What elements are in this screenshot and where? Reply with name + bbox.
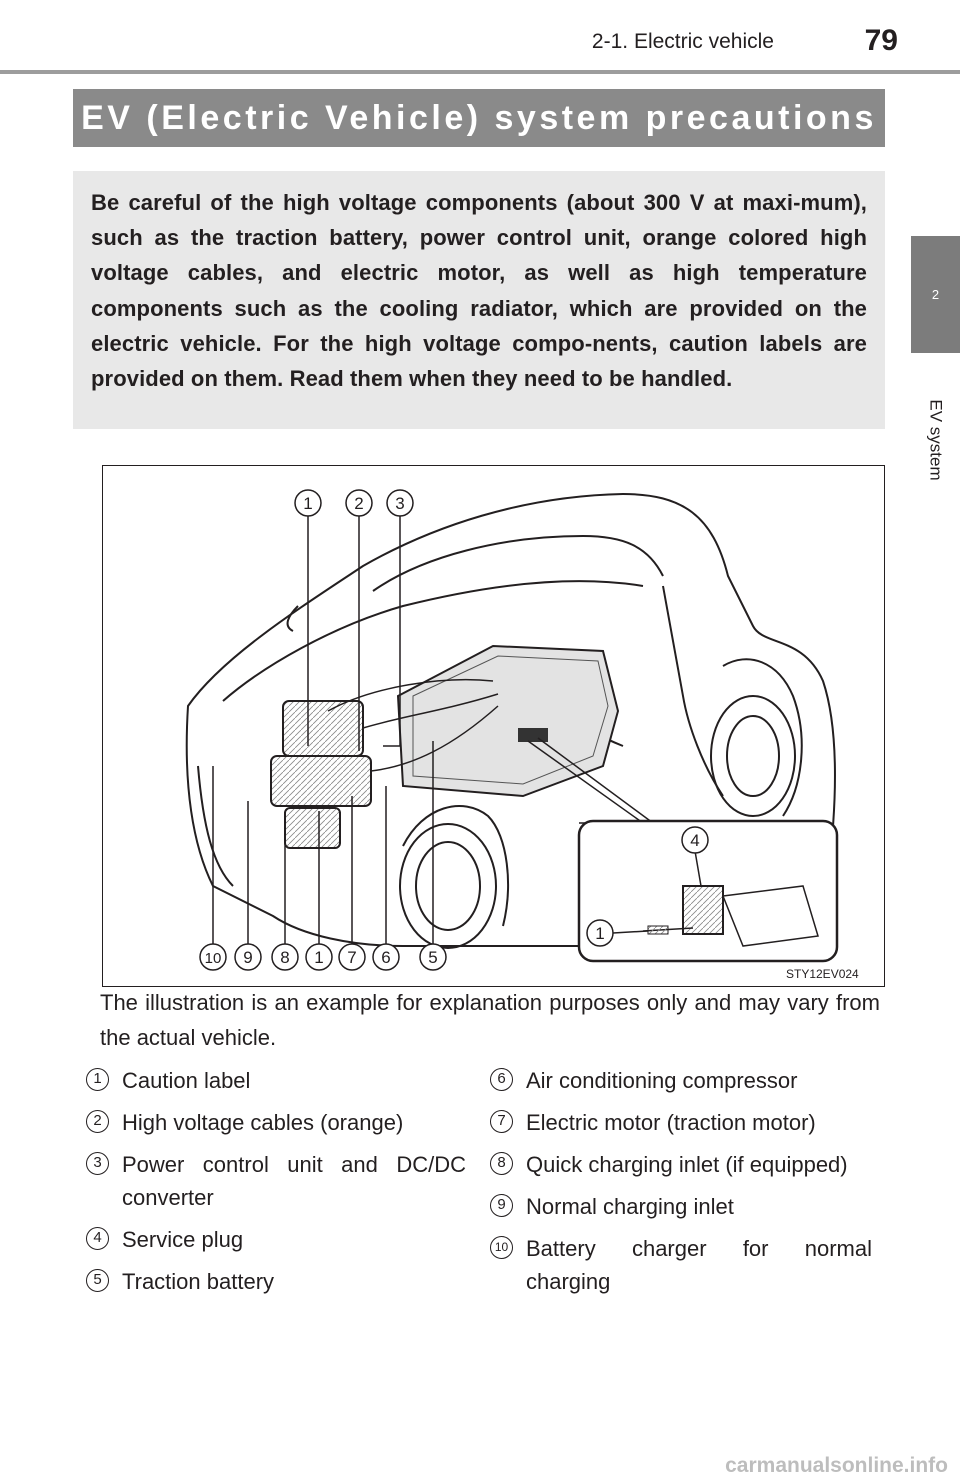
callout-bottom-1: [306, 944, 332, 970]
legend-badge: 5: [86, 1269, 109, 1292]
callout-bottom-8-label: 8: [280, 948, 290, 967]
callout-inset-4: [682, 827, 708, 853]
callout-bottom-6-label: 6: [381, 948, 391, 967]
legend-item-4: [86, 1223, 466, 1256]
callout-top-3: [387, 490, 413, 516]
callout-inset-4-label: 4: [690, 831, 700, 850]
legend-text: Caution label: [122, 1068, 251, 1093]
intro-text: Be careful of the high voltage components (about 300 V at maxi-mum), such as the traction battery, power control unit, orange colored high voltage cables, and electric motor, as well as high temperature components such as the cooling radiator, which are provided on the electric vehicle. For the high voltage compo-nents, caution labels are provided on them. Read them when they need to be handled.: [91, 190, 867, 392]
legend-item-5: [86, 1265, 466, 1298]
callout-bottom-5-label: 5: [428, 948, 438, 967]
legend-text: Air conditioning compressor: [526, 1068, 798, 1093]
legend-item-2: [86, 1106, 466, 1139]
legend-badge: 3: [86, 1152, 109, 1175]
callout-top-2-label: 2: [354, 494, 364, 513]
callout-bottom-10: [200, 944, 226, 970]
page-number: 79: [864, 24, 898, 57]
callout-bottom-1-label: 1: [314, 948, 324, 967]
legend-text: Electric motor (traction motor): [526, 1110, 816, 1135]
legend-item-3: [86, 1148, 466, 1214]
callout-bottom-5: [420, 944, 446, 970]
legend-badge: 4: [86, 1227, 109, 1250]
section-header: 2-1. Electric vehicle: [591, 30, 774, 53]
chapter-tab-number: 2: [931, 287, 940, 302]
callout-bottom-9: [235, 944, 261, 970]
callout-top-1-label: 1: [303, 494, 313, 513]
callout-top-3-label: 3: [395, 494, 405, 513]
legend-text: High voltage cables (orange): [122, 1110, 404, 1135]
legend-badge: 7: [490, 1110, 513, 1133]
legend-badge: 9: [490, 1194, 513, 1217]
callout-bottom-7: [339, 944, 365, 970]
chapter-tab-label: EV system: [927, 399, 946, 481]
legend-badge: 1: [86, 1068, 109, 1091]
callout-bottom-10-label: 10: [204, 950, 222, 967]
legend-text: Traction battery: [122, 1269, 275, 1294]
legend-left: [86, 1064, 466, 1307]
legend-item-6: [490, 1064, 872, 1097]
legend-text: Power control unit and DC/DC converter: [122, 1152, 466, 1210]
legend-text: Normal charging inlet: [526, 1194, 734, 1219]
figure-code: STY12EV024: [786, 967, 859, 981]
power-control-unit-drawing: [271, 701, 371, 848]
legend-text: Service plug: [122, 1227, 244, 1252]
legend-text: Quick charging inlet (if equipped): [526, 1152, 848, 1177]
watermark: carmanualsonline.info: [725, 1454, 948, 1477]
legend-item-7: [490, 1106, 872, 1139]
legend-badge: 10: [490, 1236, 513, 1259]
callout-bottom-7-label: 7: [347, 948, 357, 967]
legend-item-9: [490, 1190, 872, 1223]
intro-box: [73, 171, 885, 429]
callout-bottom-6: [373, 944, 399, 970]
legend-badge: 6: [490, 1068, 513, 1091]
legend-item-8: [490, 1148, 872, 1181]
illustration-note: The illustration is an example for explanation purposes only and may vary from the actual vehicle.: [100, 990, 880, 1050]
legend-item-10: [490, 1232, 872, 1298]
chapter-tab[interactable]: [911, 236, 960, 353]
callout-top-2: [346, 490, 372, 516]
legend-badge: 2: [86, 1110, 109, 1133]
callout-inset-1: [587, 920, 613, 946]
vehicle-illustration: [102, 465, 885, 987]
vehicle-illustration-svg: [103, 466, 883, 985]
legend-right: [490, 1064, 872, 1307]
legend-badge: 8: [490, 1152, 513, 1175]
page-title: EV (Electric Vehicle) system precautions: [73, 89, 885, 147]
callout-top-1: [295, 490, 321, 516]
legend-item-1: [86, 1064, 466, 1097]
callout-bottom-9-label: 9: [243, 948, 253, 967]
callout-bottom-8: [272, 944, 298, 970]
callout-inset-1-label: 1: [595, 924, 605, 943]
header-divider: [0, 70, 960, 74]
legend-text: Battery charger for normal charging: [526, 1236, 872, 1294]
